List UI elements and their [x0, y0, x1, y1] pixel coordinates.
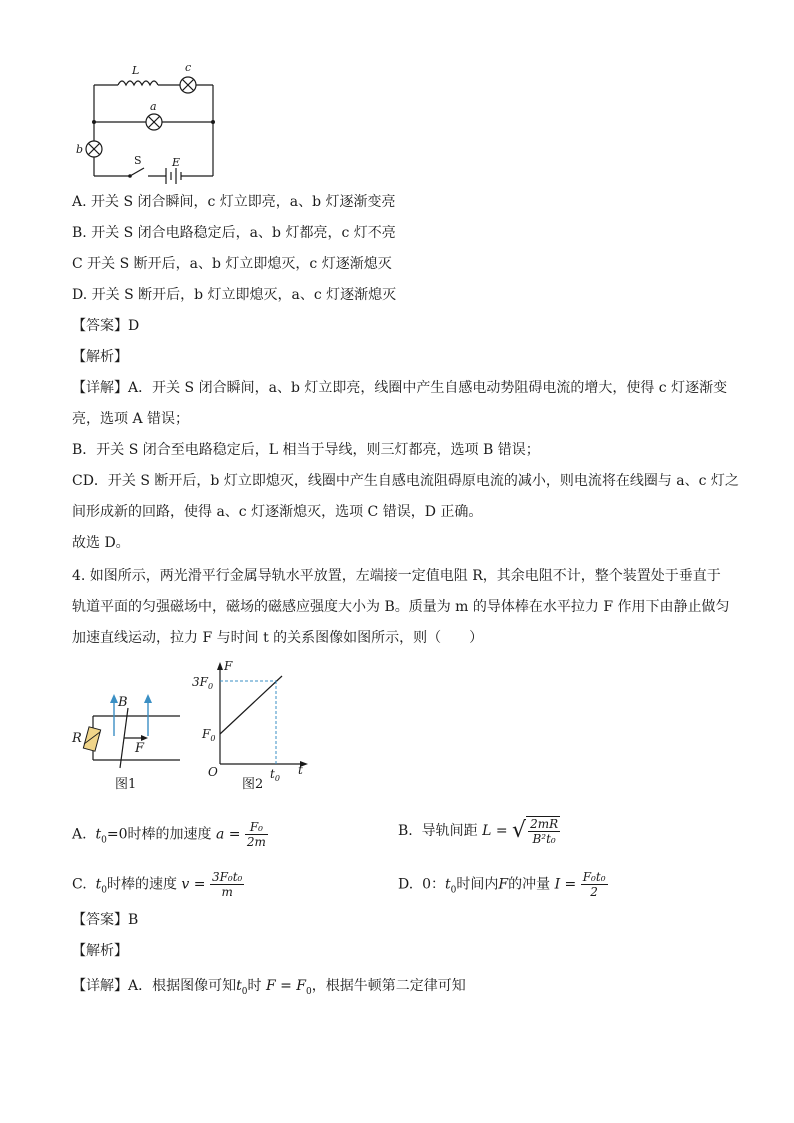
- q4-option-d: [398, 870, 608, 900]
- option-d-F: F: [498, 876, 509, 893]
- circuit-diagram: [72, 60, 232, 190]
- q3-detail-line-6: 故选 D。: [72, 535, 130, 551]
- q3-detail-line-2: 亮，选项 A 错误；: [72, 411, 190, 427]
- q4-detail-t-sub: 0: [241, 986, 248, 997]
- q4-detail-end: ，根据牛顿第二定律可知: [311, 978, 466, 994]
- graph-x-axis-label: t: [298, 763, 303, 777]
- q4-stem-line-1: 4. 如图所示，两光滑平行金属导轨水平放置，左端接一定值电阻 R，其余电阻不计，整个装置处于垂直于: [72, 568, 721, 584]
- option-a-lhs: a =: [215, 826, 241, 843]
- q4-detail-t: t: [236, 978, 242, 994]
- graph-origin: O: [208, 765, 218, 779]
- graph-y-top: 3F: [192, 675, 208, 689]
- q4-option-c: [72, 870, 244, 900]
- option-c-var: t: [95, 876, 102, 893]
- figure-2-caption: 图2: [242, 777, 264, 792]
- q4-analysis-label: 解析: [86, 943, 114, 959]
- q3-option-a: A. 开关 S 闭合瞬间，c 灯立即亮，a、b 灯逐渐变亮: [72, 194, 396, 210]
- q4-detail-mid: 时: [247, 978, 262, 994]
- q3-option-b: B. 开关 S 闭合电路稳定后，a、b 灯都亮，c 灯不亮: [72, 225, 396, 241]
- option-b-den: B²t₀: [532, 832, 556, 846]
- option-d-prefix: D.: [398, 876, 414, 893]
- graph-y-top-sub: 0: [207, 682, 214, 691]
- option-b-lhs: L =: [482, 823, 508, 839]
- q3-detail-line-1: 【详解】A．开关 S 闭合瞬间，a、b 灯立即亮，线圈中产生自感电动势阻碍电流的增大，使得 c 灯逐渐变: [72, 380, 728, 396]
- q4-stem-line-2: 轨道平面的匀强磁场中，磁场的磁感应强度大小为 B。质量为 m 的导体棒在水平拉力 F 作用下由静止做匀: [72, 599, 730, 615]
- option-d-text2: 的冲量: [508, 876, 551, 893]
- option-a-text: =0时棒的加速度: [106, 826, 212, 843]
- option-a-prefix: A.: [72, 826, 87, 843]
- q4-detail-eq: F = F: [265, 978, 307, 994]
- q3-detail-line-3: B．开关 S 闭合至电路稳定后，L 相当于导线，则三灯都亮，选项 B 错误；: [72, 442, 540, 458]
- label-E: E: [172, 156, 181, 169]
- label-c: c: [185, 61, 192, 74]
- option-d-num: F₀t₀: [582, 870, 606, 884]
- option-b-sqrt: √ $\frac{2mR}{\text{B²t₀}}$: [512, 817, 559, 846]
- option-a-var: t: [95, 826, 102, 843]
- graph-x-tick-sub: 0: [274, 774, 280, 783]
- q4-detail-start: 【详解】A．根据图像可知: [72, 978, 237, 994]
- q4-answer-value: B: [128, 912, 139, 928]
- graph-y-mid: F: [202, 727, 211, 741]
- option-b-prefix: B.: [398, 823, 413, 839]
- q4-stem-line-3: 加速直线运动，拉力 F 与时间 t 的关系图像如图所示，则（ ）: [72, 630, 484, 646]
- option-c-text: 时棒的速度: [106, 876, 177, 893]
- figure-2-graph: [192, 659, 316, 794]
- q4-answer-label: 【答案】: [72, 912, 128, 928]
- q3-analysis: 【解析】: [72, 349, 128, 365]
- option-d-range: 0：: [422, 876, 446, 893]
- q4-option-b: [398, 816, 560, 846]
- label-B: B: [118, 695, 128, 710]
- option-d-lhs: I =: [554, 876, 577, 893]
- label-L: L: [132, 64, 140, 77]
- option-a-den: 2m: [246, 835, 266, 849]
- option-b-num: 2mR: [530, 817, 559, 831]
- q3-option-c: C 开关 S 断开后，a、b 灯立即熄灭，c 灯逐渐熄灭: [72, 256, 392, 272]
- q4-detail-eq-sub: 0: [306, 986, 312, 997]
- q4-answer: [72, 910, 138, 930]
- label-a: a: [150, 100, 157, 113]
- option-c-fraction: [210, 870, 244, 899]
- option-d-text: 时间内: [456, 876, 499, 893]
- option-c-lhs: v =: [181, 876, 206, 893]
- option-a-num: F₀: [245, 820, 268, 835]
- q3-detail-line-5: 间形成新的回路，使得 a、c 灯逐渐熄灭，选项 C 错误，D 正确。: [72, 504, 483, 520]
- q3-option-d: D. 开关 S 断开后，b 灯立即熄灭，a、c 灯逐渐熄灭: [72, 287, 397, 303]
- q3-detail-line-4: CD．开关 S 断开后，b 灯立即熄灭，线圈中产生自感电流阻碍原电流的减小，则电流将在线圈与 a、c 灯之: [72, 473, 739, 489]
- q4-detail-line-1: [72, 976, 466, 1002]
- option-c-prefix: C.: [72, 876, 87, 893]
- option-d-fraction: [581, 870, 608, 899]
- q3-answer: [72, 316, 139, 336]
- label-F-fig1: F: [135, 741, 145, 756]
- graph-y-axis-label: F: [224, 659, 233, 673]
- option-c-sub: 0: [101, 885, 107, 896]
- svg-text:F0: [201, 727, 215, 743]
- option-d-den: 2: [590, 885, 598, 899]
- label-R: R: [72, 731, 82, 746]
- option-b-text: 导轨间距: [421, 823, 478, 839]
- option-c-num: 3F₀t₀: [211, 870, 243, 884]
- label-S: S: [134, 154, 142, 167]
- figure-1-rails: [68, 680, 188, 792]
- option-a-fraction: [245, 820, 268, 849]
- q4-option-a: [72, 820, 268, 850]
- figure-1-caption: 图1: [115, 777, 137, 792]
- svg-text:3F0: [192, 675, 213, 691]
- graph-y-mid-sub: 0: [210, 734, 216, 743]
- option-c-den: m: [221, 885, 233, 899]
- option-d-sub: 0: [450, 885, 457, 896]
- svg-text:t0: [270, 767, 280, 783]
- option-d-var: t: [445, 876, 451, 893]
- analysis-label: 解析: [86, 349, 114, 365]
- graph-x-tick: t: [270, 767, 275, 781]
- option-a-sub: 0: [101, 835, 107, 846]
- answer-value: D: [128, 318, 140, 334]
- q4-analysis: 【解析】: [72, 943, 128, 959]
- label-b: b: [76, 143, 84, 156]
- answer-label: 【答案】: [72, 318, 128, 334]
